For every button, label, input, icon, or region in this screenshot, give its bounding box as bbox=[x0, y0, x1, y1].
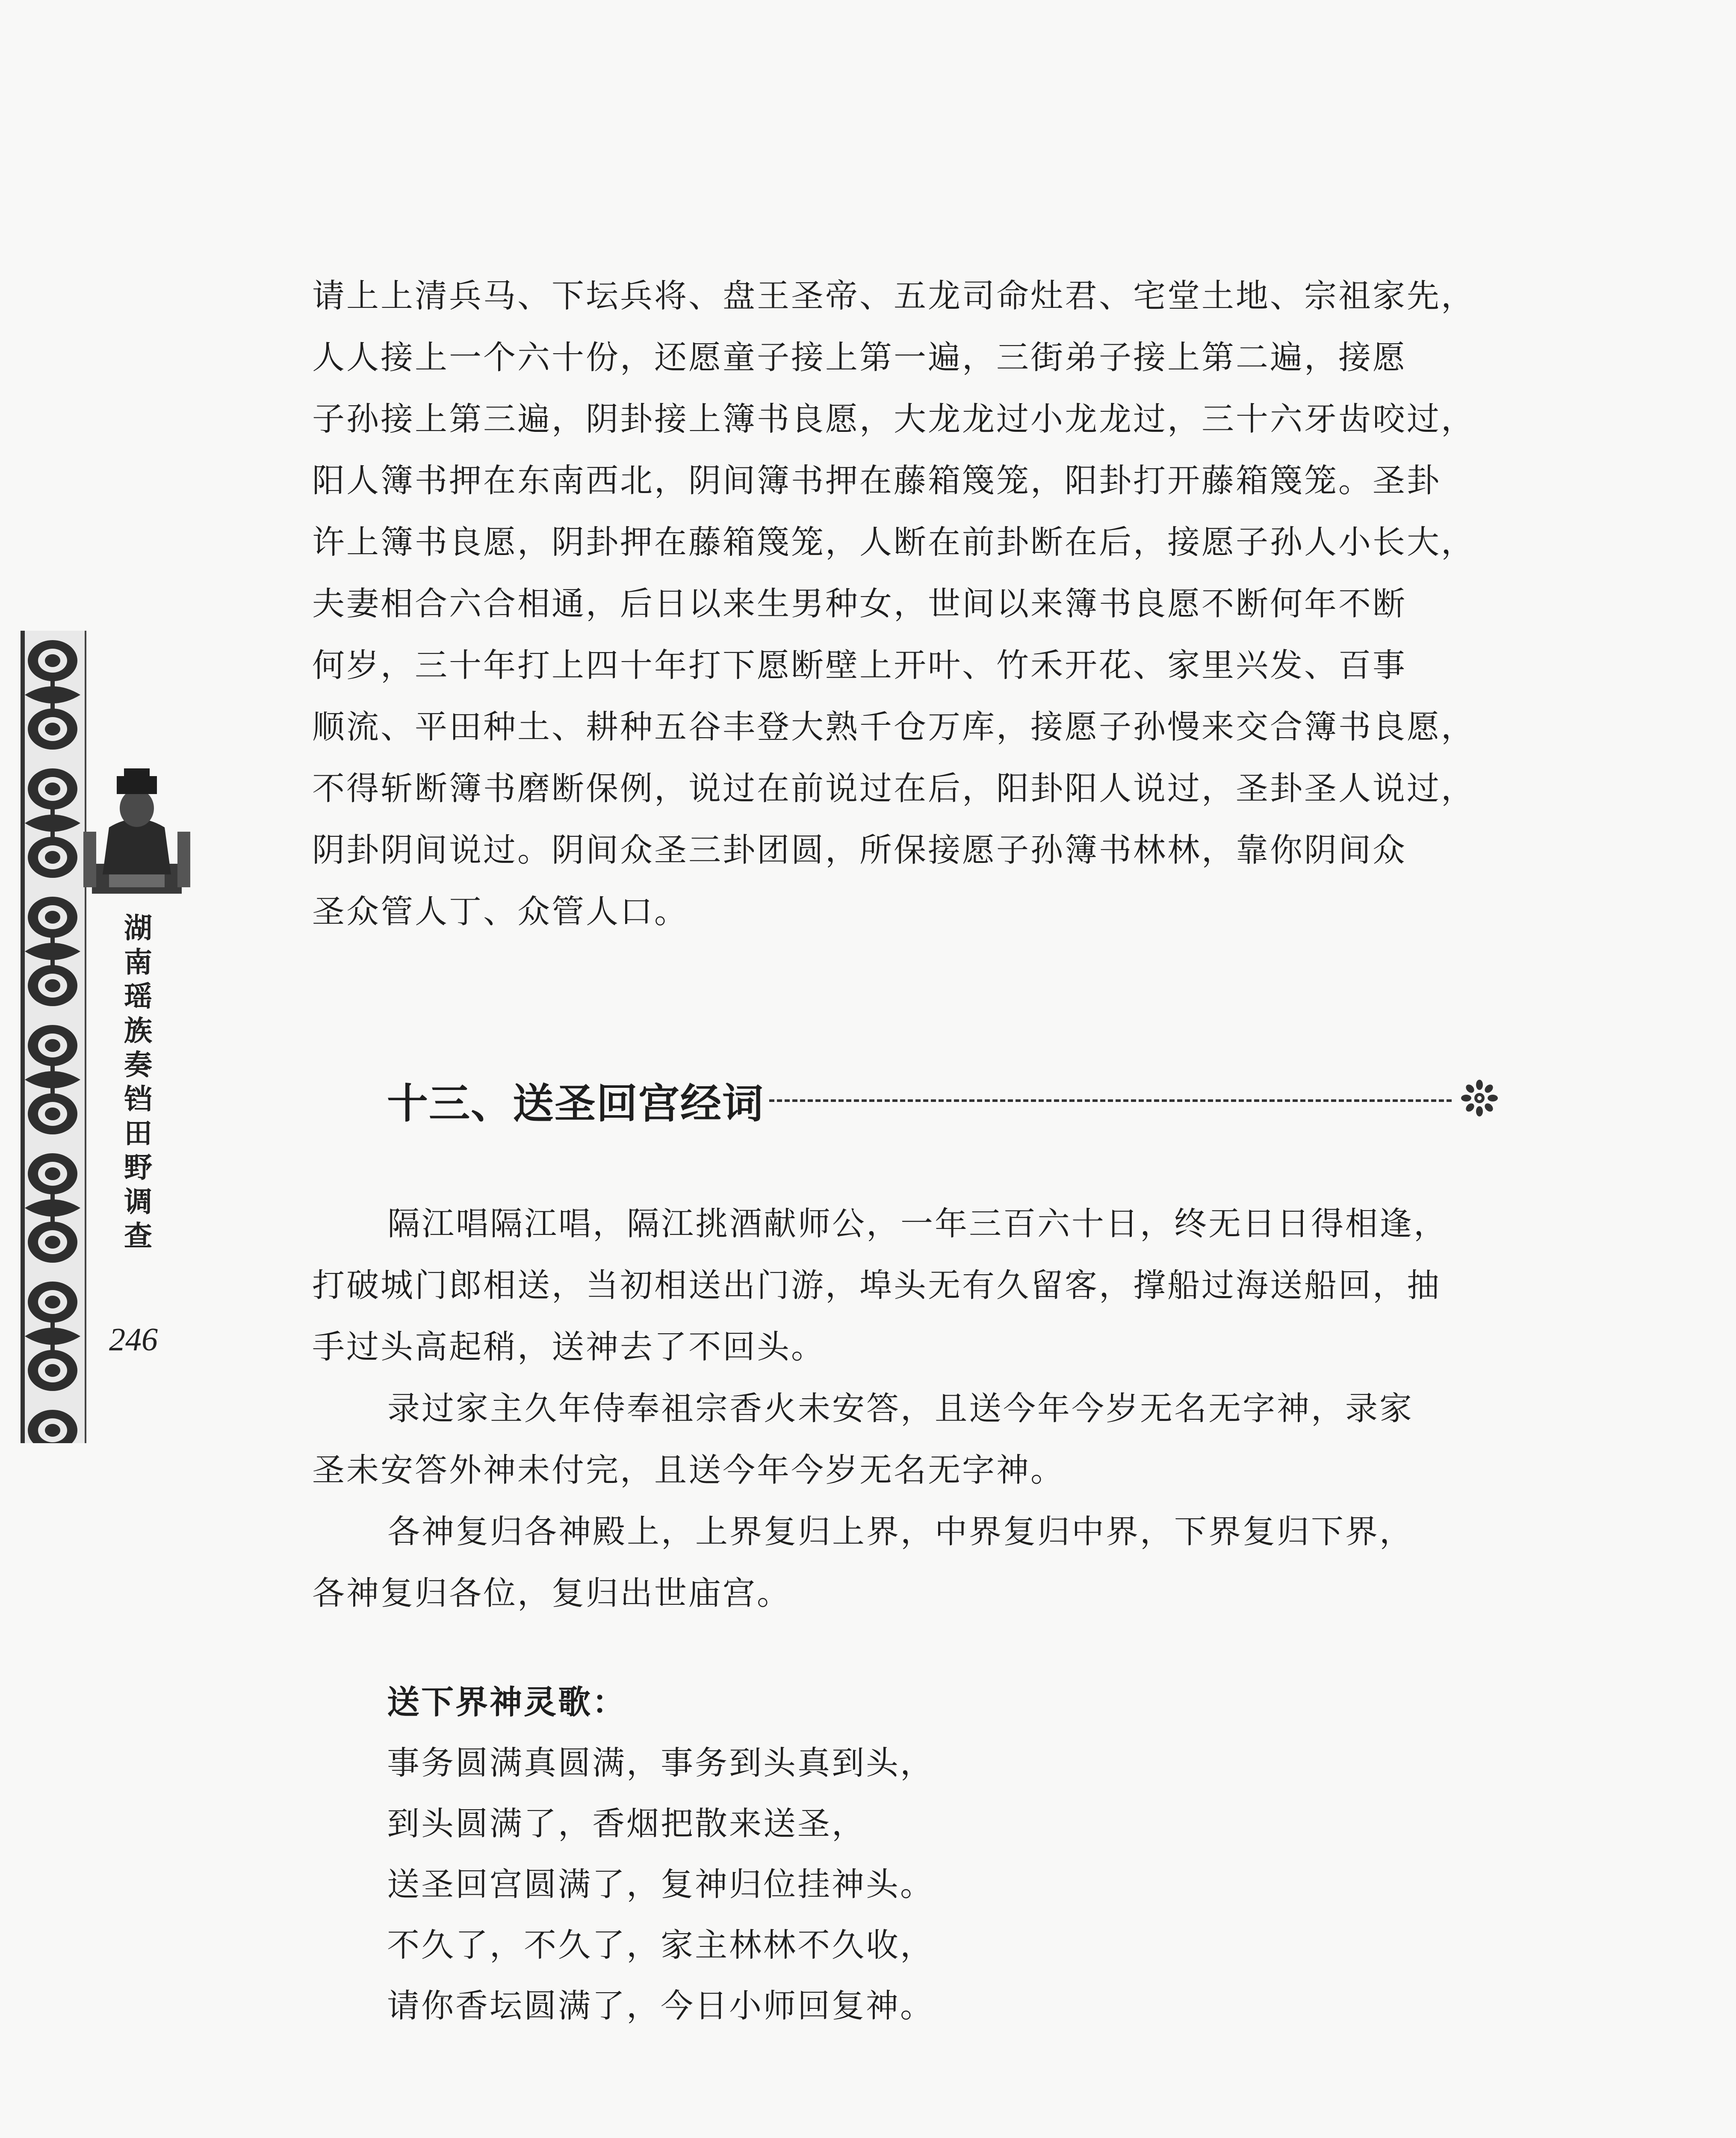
song-title: 送下界神灵歌： bbox=[387, 1683, 626, 1721]
text-line: 不得斩断簿书磨断保例，说过在前说过在后，阳卦阳人说过，圣卦圣人说过， bbox=[312, 769, 1475, 807]
seated-deity-figure-icon bbox=[83, 763, 190, 900]
song-line: 不久了，不久了，家主林林不久收， bbox=[387, 1926, 934, 1964]
text-line: 圣未安答外神未付完，且送今年今岁无名无字神。 bbox=[312, 1451, 1065, 1489]
text-line: 阳人簿书押在东南西北，阴间簿书押在藤箱篾笼，阳卦打开藤箱篾笼。圣卦 bbox=[312, 461, 1441, 499]
intro-paragraph bbox=[312, 265, 1501, 942]
text-line: 隔江唱隔江唱，隔江挑酒献师公，一年三百六十日，终无日日得相逢， bbox=[387, 1205, 1448, 1243]
text-line: 请上上清兵马、下坛兵将、盘王圣帝、五龙司命灶君、宅堂土地、宗祖家先， bbox=[312, 277, 1475, 315]
side-ornament-band bbox=[21, 631, 86, 1443]
text-line: 圣众管人丁、众管人口。 bbox=[312, 892, 688, 930]
text-line: 何岁，三十年打上四十年打下愿断壁上开叶、竹禾开花、家里兴发、百事 bbox=[312, 646, 1407, 684]
song-line: 请你香坛圆满了，今日小师回复神。 bbox=[387, 1987, 934, 2025]
section-body bbox=[312, 1193, 1501, 1624]
song-block bbox=[387, 1672, 1499, 2036]
text-line: 录过家主久年侍奉祖宗香火未安答，且送今年今岁无名无字神，录家 bbox=[387, 1389, 1414, 1427]
song-line: 事务圆满真圆满，事务到头真到头， bbox=[387, 1744, 934, 1782]
text-line: 阴卦阴间说过。阴间众圣三卦团圆，所保接愿子孙簿书林林，靠你阴间众 bbox=[312, 831, 1407, 869]
text-line: 人人接上一个六十份，还愿童子接上第一遍，三街弟子接上第二遍，接愿 bbox=[312, 338, 1407, 376]
page-number: 246 bbox=[109, 1322, 158, 1358]
heading-dashed-rule bbox=[746, 1099, 1452, 1102]
song-line: 到头圆满了，香烟把散来送圣， bbox=[387, 1804, 866, 1843]
text-line: 夫妻相合六合相通，后日以来生男种女，世间以来簿书良愿不断何年不断 bbox=[312, 585, 1407, 623]
section-title: 十三、送圣回宫经词 bbox=[387, 1071, 768, 1130]
text-line: 手过头高起稍，送神去了不回头。 bbox=[312, 1328, 825, 1366]
song-line: 送圣回宫圆满了，复神归位挂神头。 bbox=[387, 1865, 934, 1903]
flower-ornament-icon bbox=[1460, 1079, 1499, 1117]
text-line: 子孙接上第三遍，阴卦接上簿书良愿，大龙龙过小龙龙过，三十六牙齿咬过， bbox=[312, 400, 1475, 438]
section-heading bbox=[387, 1067, 1499, 1131]
ornament-pattern-icon bbox=[21, 631, 85, 1443]
book-title-vertical: 湖 南 瑶 族 奏 铛 田 野 调 查 bbox=[124, 911, 152, 1252]
text-line: 许上簿书良愿，阴卦押在藤箱篾笼，人断在前卦断在后，接愿子孙人小长大， bbox=[312, 523, 1475, 561]
text-line: 各神复归各位，复归出世庙宫。 bbox=[312, 1574, 791, 1612]
text-line: 打破城门郎相送，当初相送出门游，埠头无有久留客，撑船过海送船回，抽 bbox=[312, 1266, 1441, 1304]
text-line: 各神复归各神殿上，上界复归上界，中界复归中界，下界复归下界， bbox=[387, 1512, 1414, 1550]
text-line: 顺流、平田种土、耕种五谷丰登大熟千仓万库，接愿子孙慢来交合簿书良愿， bbox=[312, 708, 1475, 746]
